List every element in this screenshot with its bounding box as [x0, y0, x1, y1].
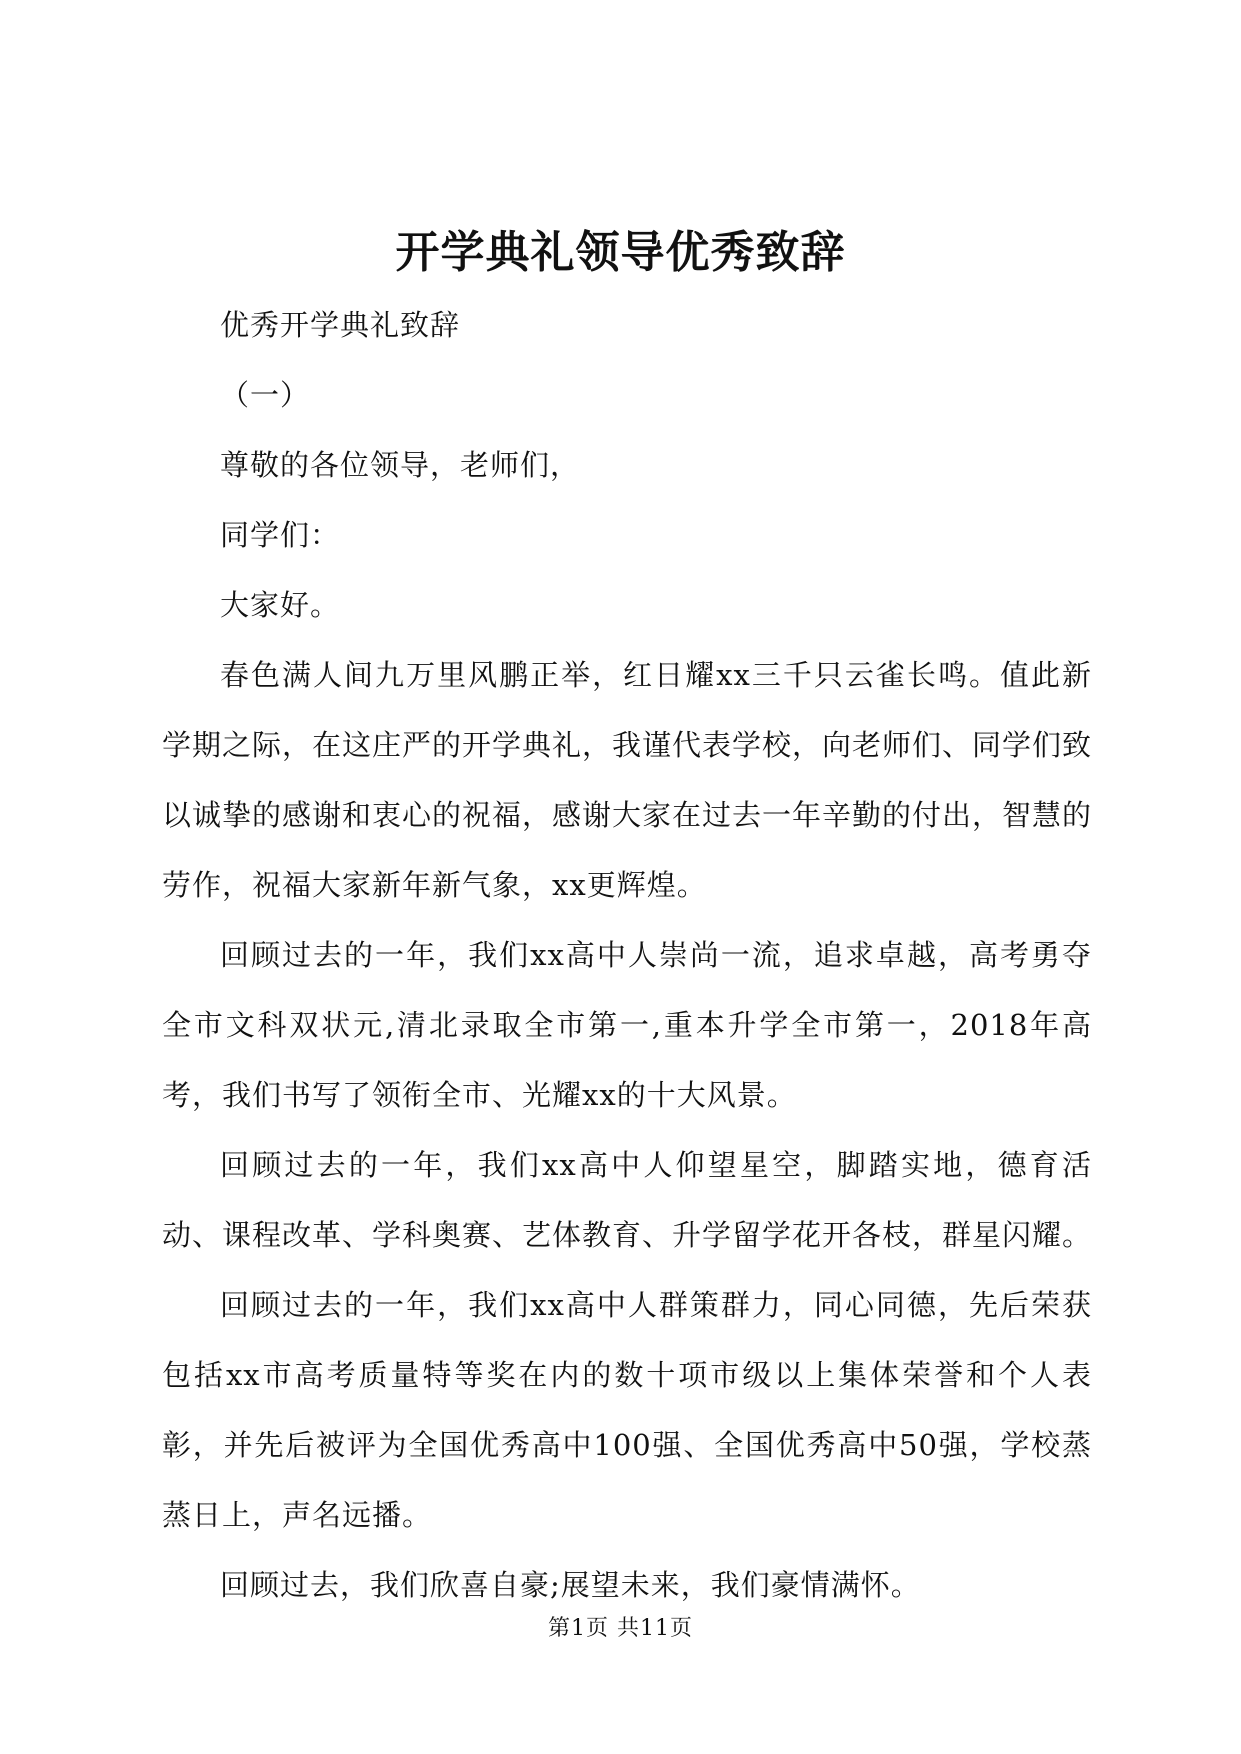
paragraph: 同学们： — [220, 518, 341, 552]
paragraph: 回顾过去，我们欣喜自豪;展望未来，我们豪情满怀。 — [220, 1568, 921, 1602]
paragraph: 回顾过去的一年，我们xx高中人崇尚一流，追求卓越，高考勇夺全市文科双状元,清北录取全市第一,重本升学全市第一，2018年高考，我们书写了领衔全市、光耀xx的十大风景。 — [162, 938, 1092, 1112]
paragraph: （一） — [220, 378, 311, 412]
page-footer: 第1页 共11页 — [548, 1616, 693, 1641]
paragraph: 回顾过去的一年，我们xx高中人仰望星空，脚踏实地，德育活动、课程改革、学科奥赛、艺体教育、升学留学花开各枝，群星闪耀。 — [162, 1148, 1093, 1252]
paragraph: 优秀开学典礼致辞 — [220, 308, 461, 342]
paragraph: 回顾过去的一年，我们xx高中人群策群力，同心同德，先后荣获包括xx市高考质量特等奖在内的数十项市级以上集体荣誉和个人表彰，并先后被评为全国优秀高中100强、全国优秀高中50强，学校蒸蒸日上，声名远播。 — [162, 1288, 1092, 1532]
paragraph: 春色满人间九万里风鹏正举，红日耀xx三千只云雀长鸣。值此新学期之际，在这庄严的开学典礼，我谨代表学校，向老师们、同学们致以诚挚的感谢和衷心的祝福，感谢大家在过去一年辛勤的付出，智慧的劳作，祝福大家新年新气象，xx更辉煌。 — [162, 658, 1093, 902]
paragraph: 尊敬的各位领导，老师们， — [220, 448, 581, 482]
document-title: 开学典礼领导优秀致辞 — [395, 227, 846, 278]
paragraph: 大家好。 — [220, 588, 341, 622]
document-body — [162, 290, 1092, 1620]
